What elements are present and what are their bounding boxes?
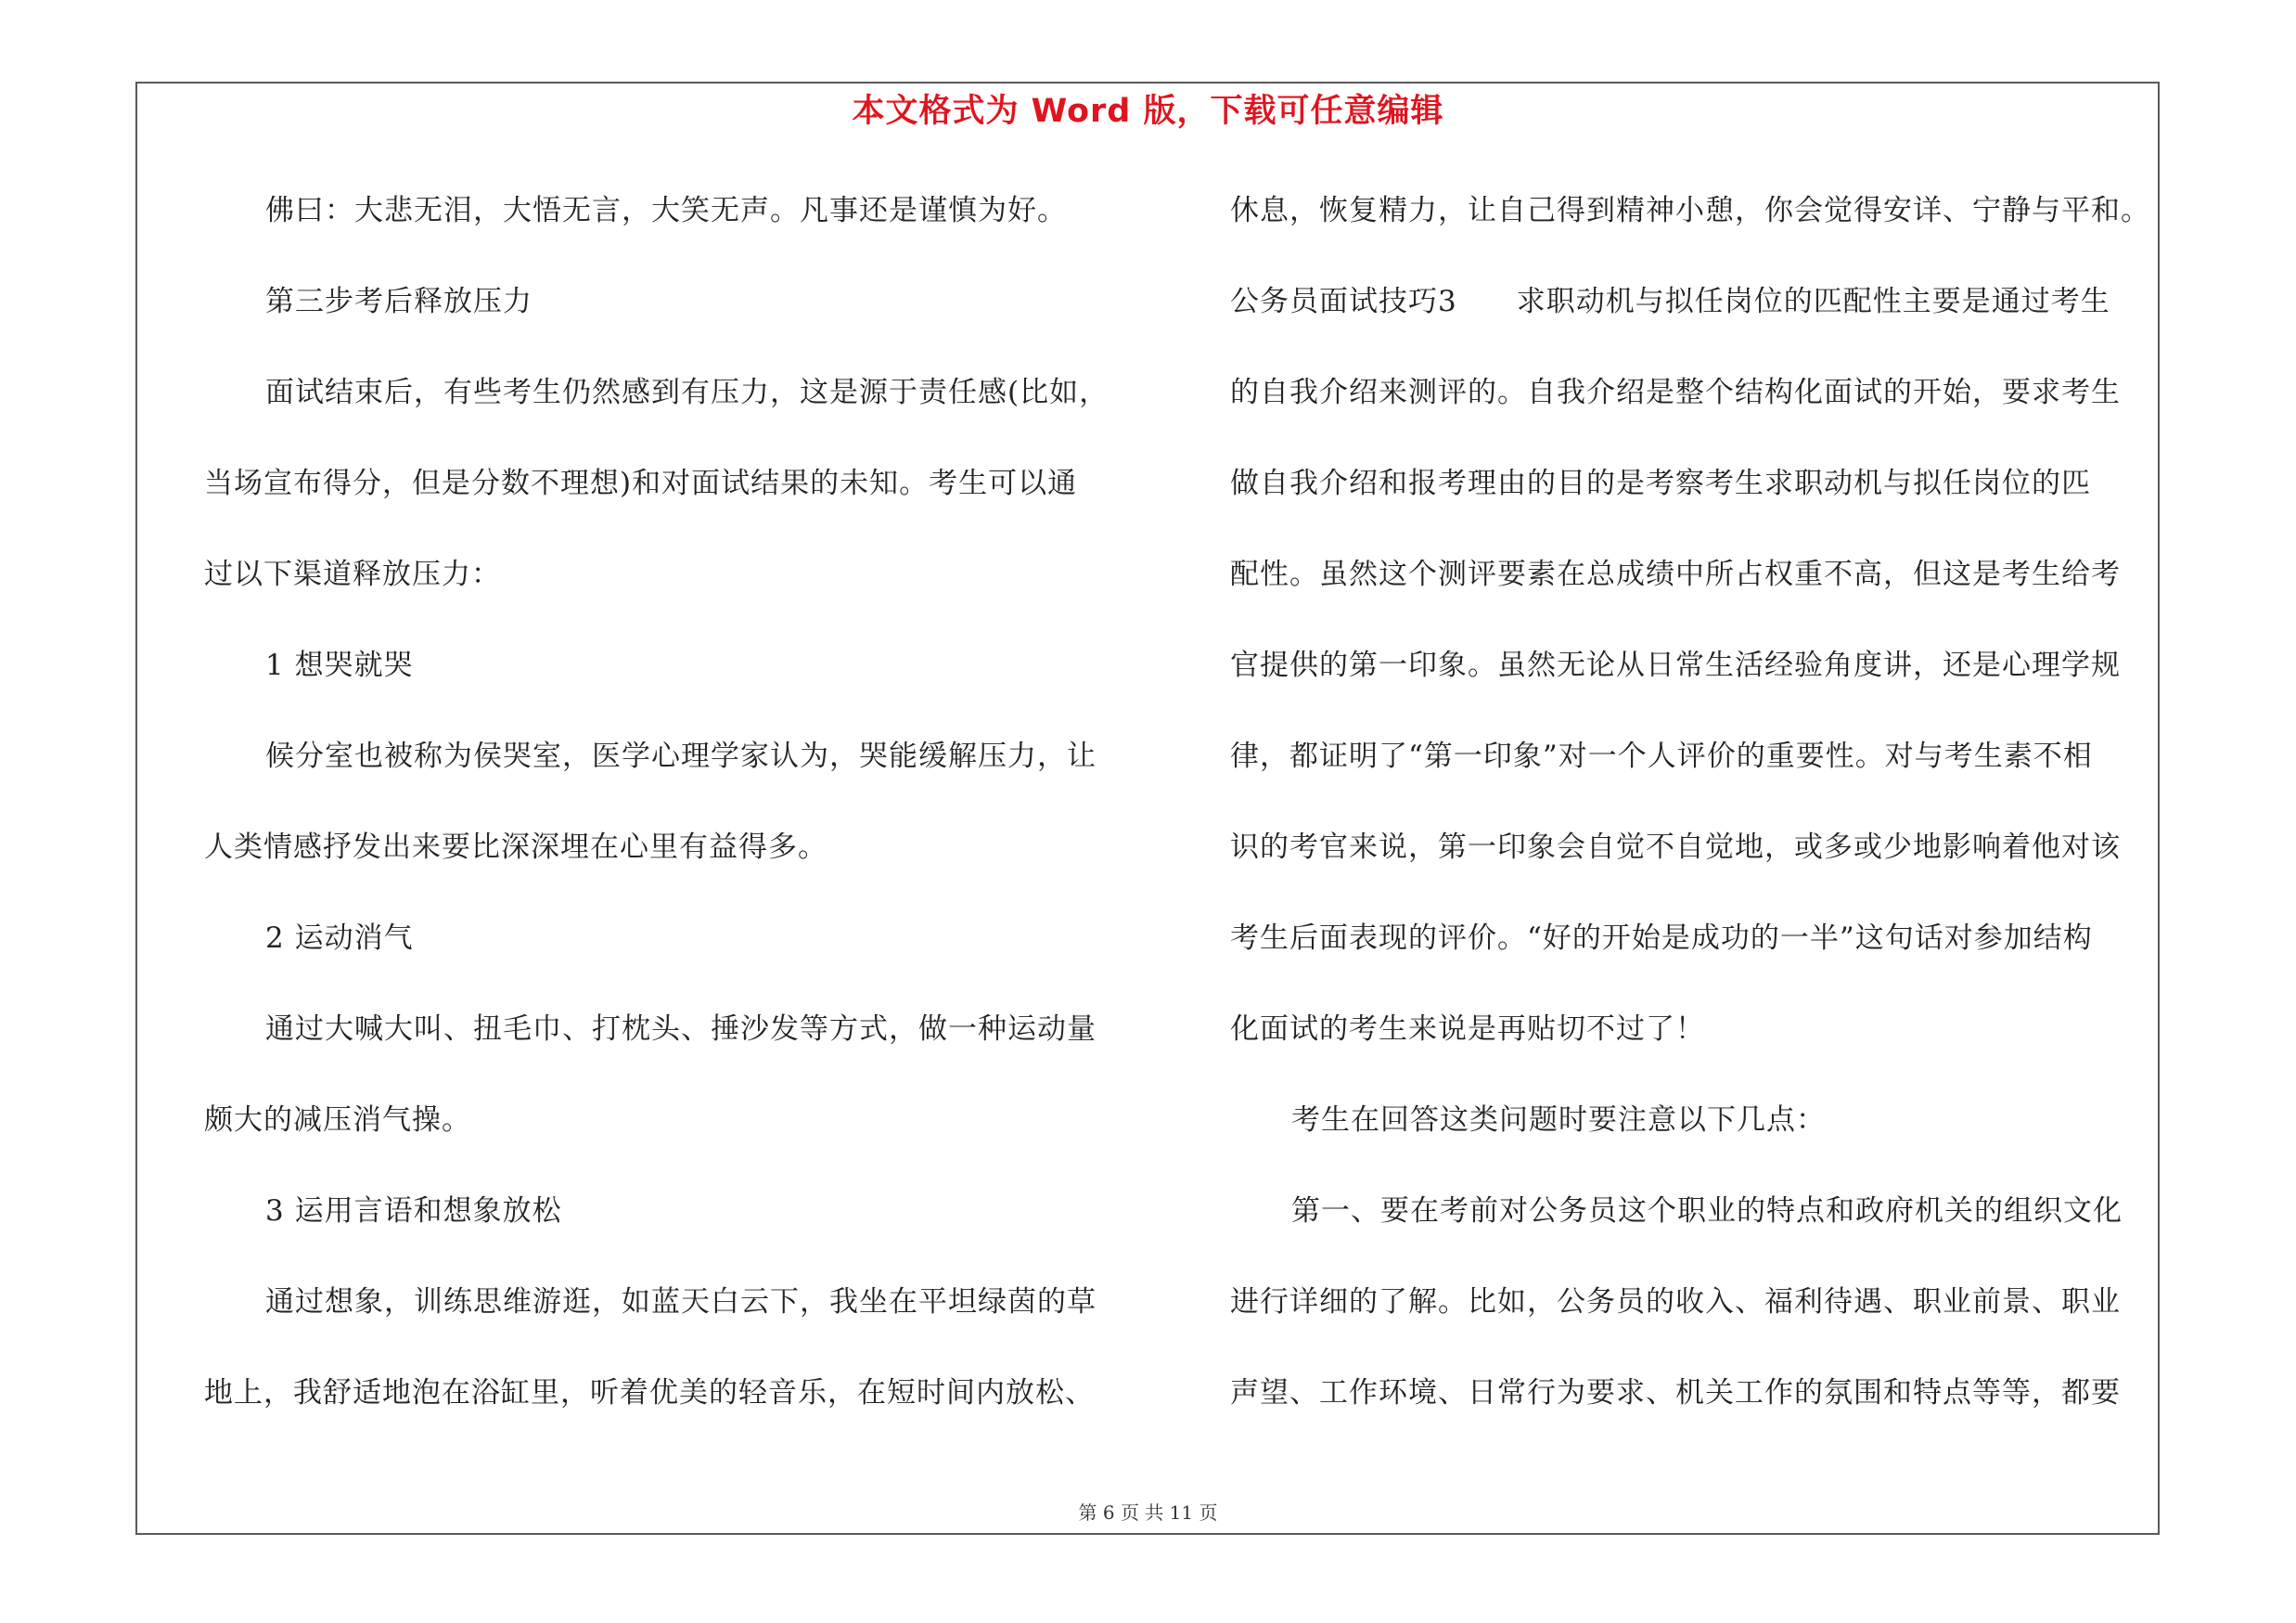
- section-heading: 公务员面试技巧3 求职动机与拟任岗位的匹配性主要是通过考生: [1230, 285, 2110, 318]
- paragraph-line: 当场宣布得分，但是分数不理想)和对面试结果的未知。考生可以通: [204, 467, 1078, 500]
- paragraph-line: 进行详细的了解。比如，公务员的收入、福利待遇、职业前景、职业: [1230, 1285, 2121, 1319]
- paragraph-line: 的自我介绍来测评的。自我介绍是整个结构化面试的开始，要求考生: [1230, 376, 2121, 409]
- list-heading: 3 运用言语和想象放松: [265, 1194, 562, 1228]
- paragraph-line: 配性。虽然这个测评要素在总成绩中所占权重不高，但这是考生给考: [1230, 558, 2121, 591]
- section-heading: 第三步考后释放压力: [265, 285, 532, 318]
- list-heading: 2 运动消气: [265, 921, 414, 955]
- paragraph-line: 官提供的第一印象。虽然无论从日常生活经验角度讲，还是心理学规: [1230, 649, 2121, 682]
- paragraph-line: 做自我介绍和报考理由的目的是考察考生求职动机与拟任岗位的匹: [1230, 467, 2091, 500]
- left-text-column: [204, 181, 1169, 1454]
- paragraph-line: 颇大的减压消气操。: [204, 1103, 471, 1137]
- paragraph-line: 考生在回答这类问题时要注意以下几点：: [1291, 1103, 1826, 1137]
- paragraph-line: 面试结束后，有些考生仍然感到有压力，这是源于责任感(比如，: [265, 376, 1110, 409]
- paragraph-line: 通过大喊大叫、扭毛巾、打枕头、捶沙发等方式，做一种运动量: [265, 1012, 1097, 1046]
- paragraph-line: 候分室也被称为侯哭室，医学心理学家认为，哭能缓解压力，让: [265, 740, 1097, 773]
- paragraph-line: 休息，恢复精力，让自己得到精神小憩，你会觉得安详、宁静与平和。: [1230, 194, 2150, 227]
- list-heading: 1 想哭就哭: [265, 649, 414, 682]
- paragraph-line: 人类情感抒发出来要比深深埋在心里有益得多。: [204, 831, 827, 864]
- paragraph-line: 化面试的考生来说是再贴切不过了！: [1230, 1012, 1705, 1046]
- paragraph-line: 佛曰：大悲无泪，大悟无言，大笑无声。凡事还是谨慎为好。: [265, 194, 1067, 227]
- paragraph-line: 过以下渠道释放压力：: [204, 558, 501, 591]
- paragraph-line: 第一、要在考前对公务员这个职业的特点和政府机关的组织文化: [1291, 1194, 2123, 1228]
- word-format-banner: 本文格式为 Word 版，下载可任意编辑: [852, 93, 1444, 130]
- paragraph-line: 考生后面表现的评价。“好的开始是成功的一半”这句话对参加结构: [1230, 921, 2093, 955]
- paragraph-line: 律，都证明了“第一印象”对一个人评价的重要性。对与考生素不相: [1230, 740, 2093, 773]
- right-text-column: [1230, 181, 2213, 1454]
- paragraph-line: 识的考官来说，第一印象会自觉不自觉地，或多或少地影响着他对该: [1230, 831, 2121, 864]
- paragraph-line: 声望、工作环境、日常行为要求、机关工作的氛围和特点等等，都要: [1230, 1376, 2121, 1410]
- paragraph-line: 通过想象，训练思维游逛，如蓝天白云下，我坐在平坦绿茵的草: [265, 1285, 1097, 1319]
- paragraph-line: 地上，我舒适地泡在浴缸里，听着优美的轻音乐，在短时间内放松、: [204, 1376, 1095, 1410]
- page-number: 第 6 页 共 11 页: [1078, 1501, 1218, 1524]
